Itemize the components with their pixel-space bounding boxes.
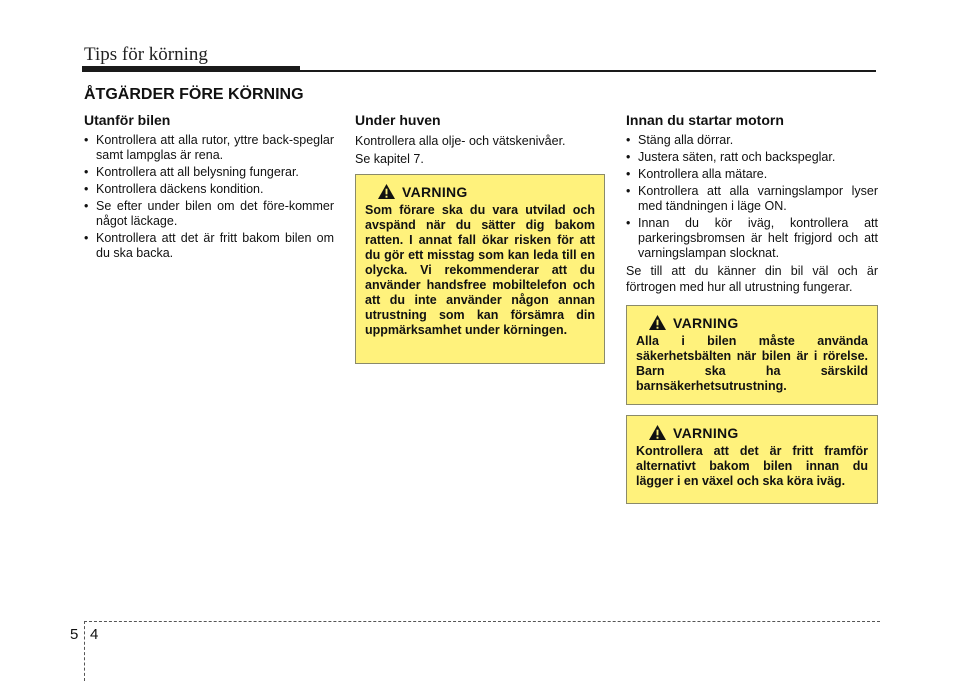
list-item: • Stäng alla dörrar.: [626, 133, 878, 148]
page-number: 4: [90, 626, 99, 643]
list-item: • Justera säten, ratt och backspeglar.: [626, 150, 878, 165]
list-item: • Kontrollera att alla varningslampor lyser med tändningen i läge ON.: [626, 184, 878, 214]
warning-header: [365, 183, 595, 200]
warning-box-seatbelts: [626, 305, 878, 405]
footer-divider: [84, 621, 85, 681]
list-item: • Kontrollera att all belysning fungerar.: [84, 165, 334, 180]
page-header-title: Tips för körning: [84, 44, 208, 65]
warning-title: VARNING: [673, 424, 739, 441]
column-under-hood: [355, 112, 605, 169]
header-rule-thin: [300, 70, 876, 72]
footer-rule: [84, 621, 880, 622]
warning-text: Kontrollera att det är fritt framför alternativt bakom bilen innan du lägger i en växel och ska köra iväg.: [636, 444, 868, 488]
warning-triangle-icon: [377, 183, 396, 200]
column-before-start: [626, 112, 878, 297]
warning-title: VARNING: [673, 314, 739, 331]
header-rule-thick: [82, 66, 300, 72]
list-item: • Kontrollera att alla rutor, yttre back-speglar samt lampglas är rena.: [84, 133, 334, 163]
warning-box-driver-alert: [355, 174, 605, 364]
warning-triangle-icon: [648, 314, 667, 331]
body-text: Se till att du känner din bil väl och är förtrogen med hur all utrustning fungerar.: [626, 264, 878, 294]
warning-triangle-icon: [648, 424, 667, 441]
section-heading: ÅTGÄRDER FÖRE KÖRNING: [84, 86, 304, 103]
warning-text: Som förare ska du vara utvilad och avspänd när du sätter dig bakom ratten. I annat fall ökar risken för att du gör ett misstag som kan leda till en olycka. Vi rekommenderar att du använder handsfree mobiltelefon och att du inte använder någon annan utrustning som kan försämra din uppmärksamhet under körningen.: [365, 203, 595, 337]
list-item: • Innan du kör iväg, kontrollera att parkeringsbromsen är helt frigjord och att varningslampan slocknat.: [626, 216, 878, 261]
list-item: • Kontrollera alla mätare.: [626, 167, 878, 182]
checklist-before-start: [626, 133, 878, 261]
warning-box-clear-path: [626, 415, 878, 504]
body-text: Se kapitel 7.: [355, 152, 424, 166]
body-text: Kontrollera alla olje- och vätskenivåer.: [355, 134, 566, 148]
list-item: • Se efter under bilen om det före-kommer något läckage.: [84, 199, 334, 229]
warning-header: [636, 314, 868, 331]
list-item: • Kontrollera däckens kondition.: [84, 182, 334, 197]
subheading-before-start: Innan du startar motorn: [626, 112, 784, 128]
checklist-outside-car: [84, 133, 334, 261]
warning-title: VARNING: [402, 183, 468, 200]
column-outside-car: [84, 112, 334, 263]
chapter-number: 5: [70, 626, 79, 643]
list-item: • Kontrollera att det är fritt bakom bilen om du ska backa.: [84, 231, 334, 261]
warning-header: [636, 424, 868, 441]
subheading-outside-car: Utanför bilen: [84, 112, 171, 128]
warning-text: Alla i bilen måste använda säkerhetsbälten när bilen är i rörelse. Barn ska ha särskild barnsäkerhetsutrustning.: [636, 334, 868, 393]
subheading-under-hood: Under huven: [355, 112, 441, 128]
